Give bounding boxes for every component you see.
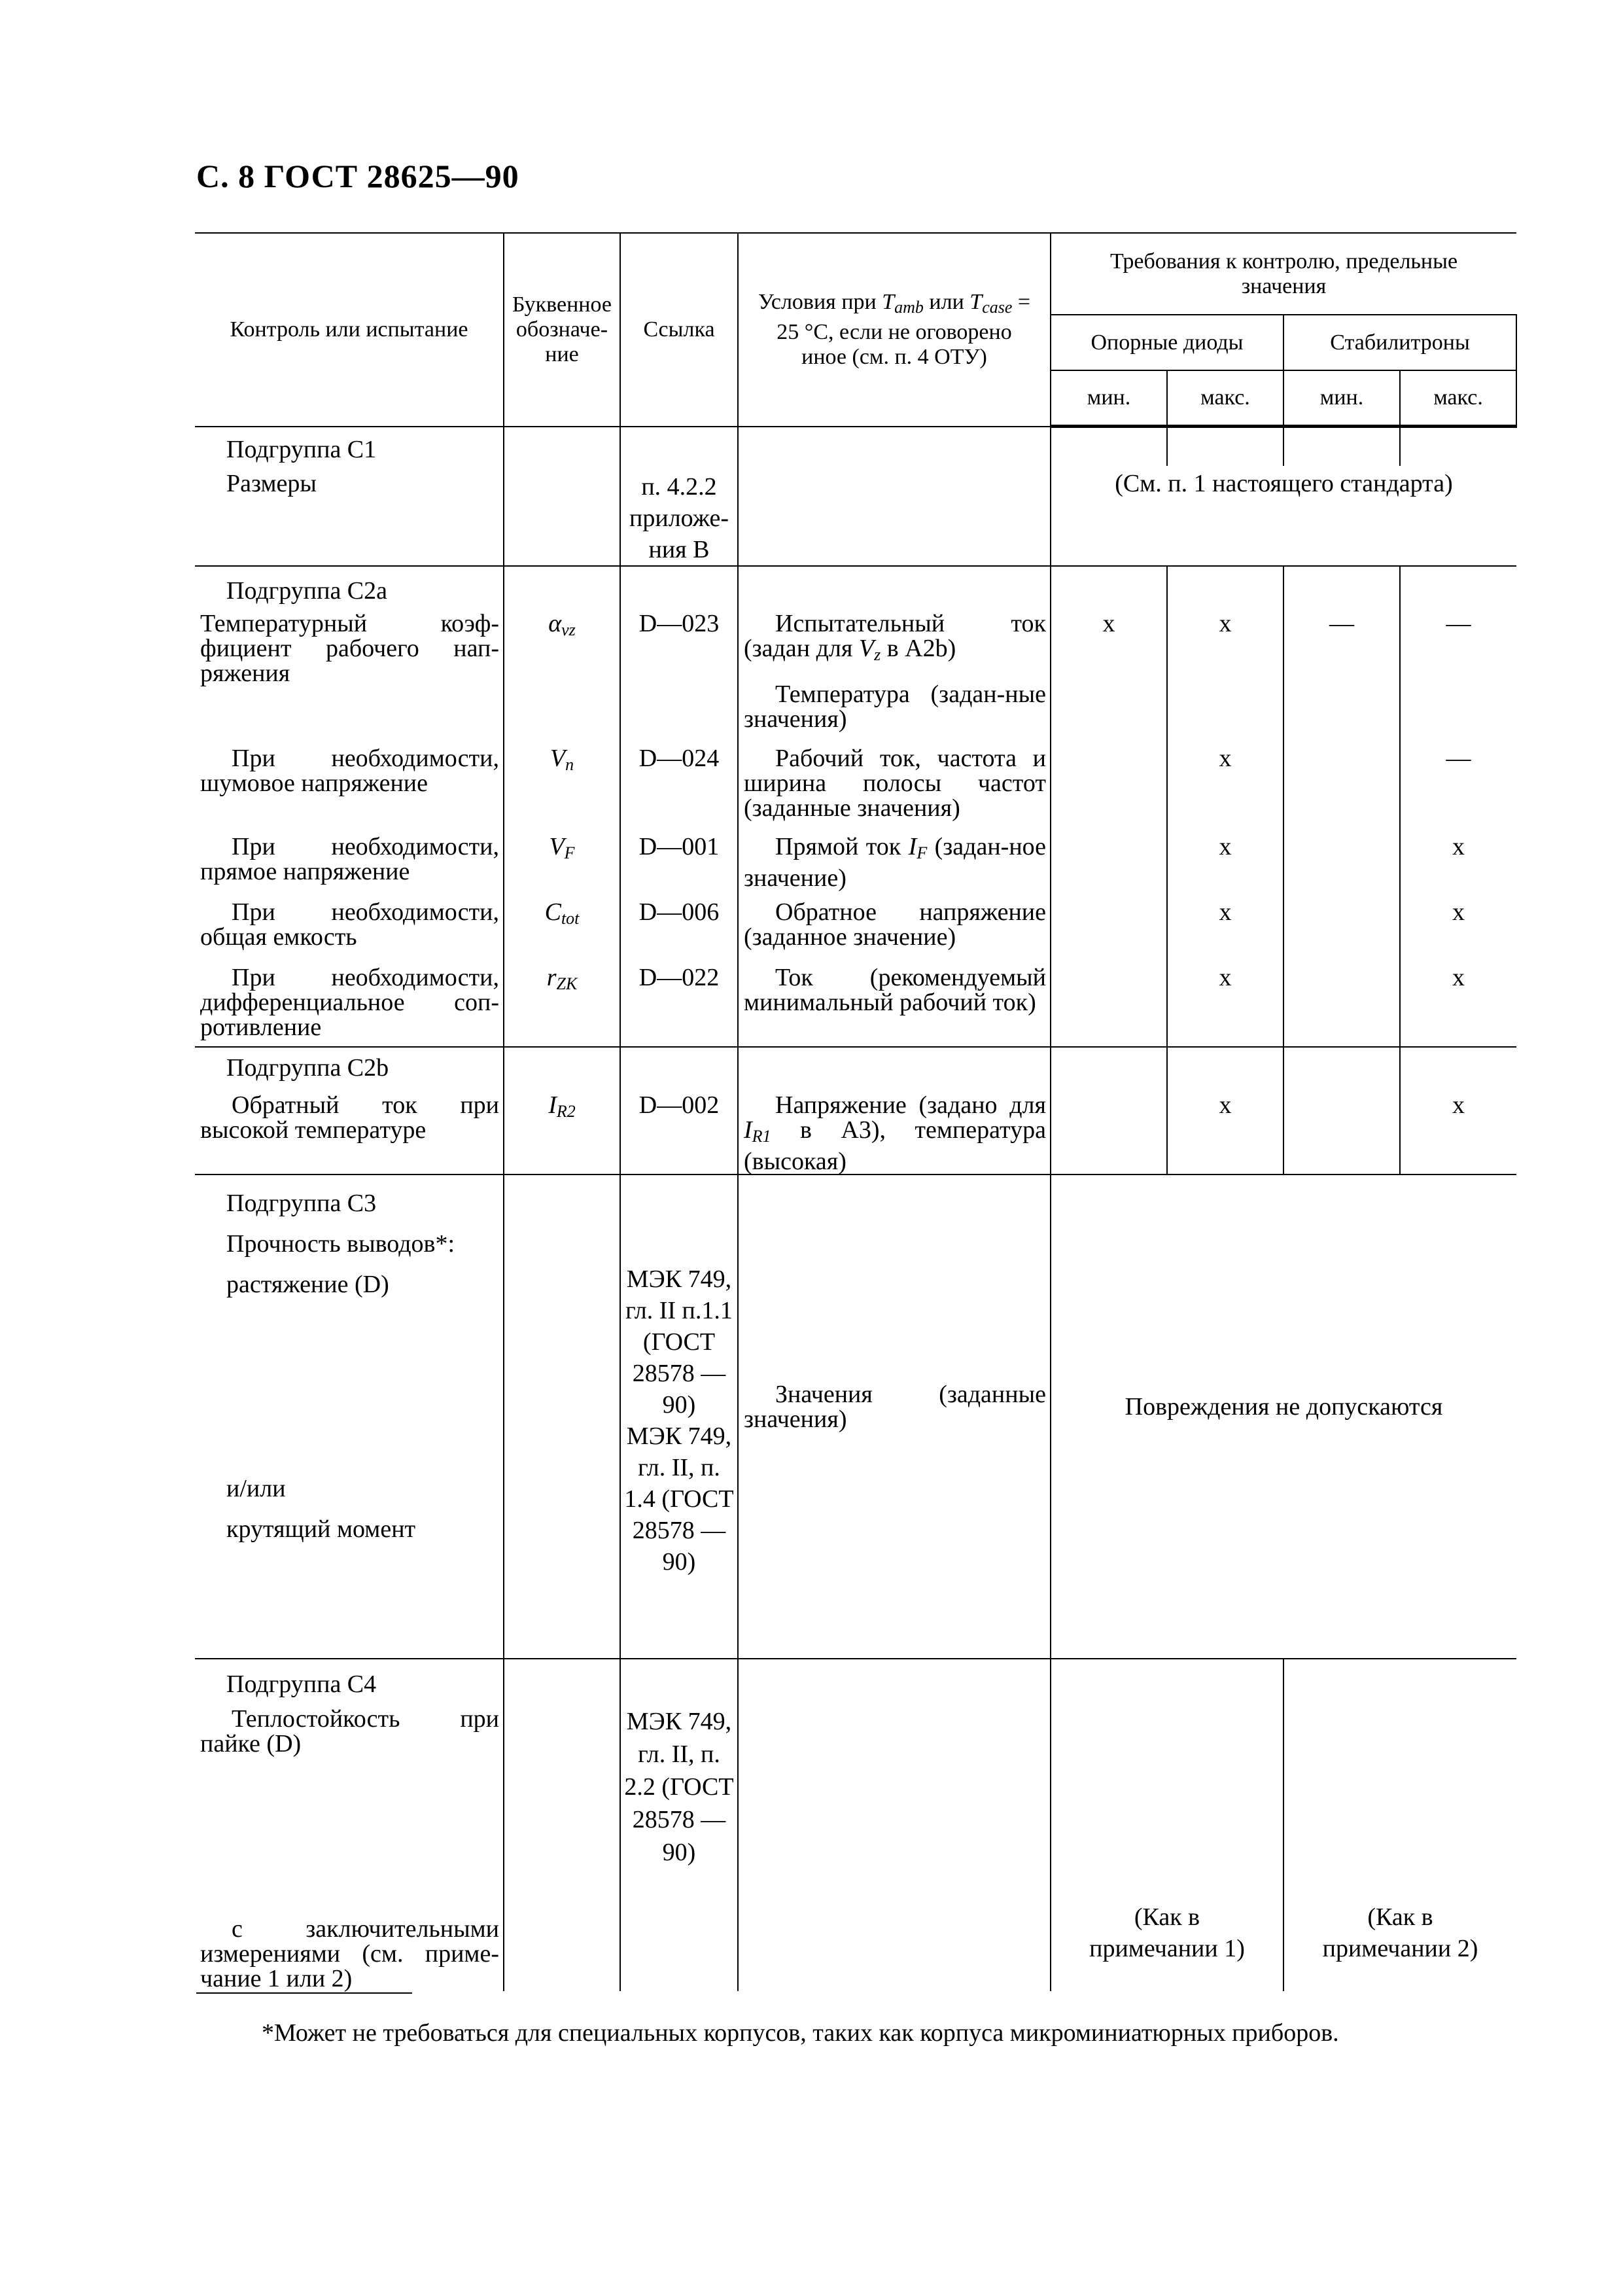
value-cell: x bbox=[1400, 1086, 1516, 1174]
requirement-text: Повреждения не допускаются bbox=[1051, 1174, 1516, 1659]
value-cell: x bbox=[1167, 746, 1283, 834]
reference: МЭК 749, гл. II п.1.1 (ГОСТ 28578 —90) МЭК 749, гл. II, п. 1.4 (ГОСТ 28578 —90) bbox=[620, 1174, 738, 1659]
value-cell: x bbox=[1051, 609, 1167, 746]
reference: D—002 bbox=[620, 1086, 738, 1174]
reference: D—024 bbox=[620, 746, 738, 834]
col-header-max: макс. bbox=[1400, 370, 1516, 427]
col-header-min: мин. bbox=[1283, 370, 1400, 427]
value-cell: x bbox=[1400, 900, 1516, 965]
subgroup-title: Подгруппа С2b bbox=[195, 1047, 504, 1086]
conditions: Значения (заданные значения) bbox=[738, 1174, 1051, 1659]
value-cell: x bbox=[1167, 609, 1283, 746]
symbol: $I_{R2}$ bbox=[504, 1086, 620, 1174]
value-cell: — bbox=[1400, 609, 1516, 746]
requirement-text: (См. п. 1 настоящего стандарта) bbox=[1051, 466, 1516, 566]
test-name: При необходимости, прямое напряжение bbox=[195, 834, 504, 900]
conditions: Ток (рекомендуемый минимальный рабочий ток) bbox=[738, 965, 1051, 1047]
symbol: $V_F$ bbox=[504, 834, 620, 900]
value-cell: x bbox=[1400, 965, 1516, 1047]
table-row bbox=[195, 566, 1516, 609]
col-header-max: макс. bbox=[1167, 370, 1283, 427]
note-reference: (Как в примечании 2) bbox=[1283, 1659, 1516, 1991]
table-row bbox=[195, 1086, 1516, 1174]
col-header-min: мин. bbox=[1051, 370, 1167, 427]
test-name: При необходимости, дифференциальное соп-ротивление bbox=[195, 965, 504, 1047]
reference: МЭК 749, гл. II, п. 2.2 (ГОСТ 28578 —90) bbox=[620, 1659, 738, 1991]
col-header-reference-diodes: Опорные диоды bbox=[1051, 315, 1283, 370]
col-header-test: Контроль или испытание bbox=[195, 233, 504, 427]
reference: п. 4.2.2 приложе-ния В bbox=[620, 466, 738, 566]
col-header-symbol: Буквенное обозначе-ние bbox=[504, 233, 620, 427]
subgroup-title: Подгруппа С2а bbox=[195, 566, 504, 609]
symbol: $r_{ZK}$ bbox=[504, 965, 620, 1047]
test-name: Подгруппа С3 Прочность выводов*: растяжение (D) и/или крутящий момент bbox=[195, 1174, 504, 1659]
symbol: $V_n$ bbox=[504, 746, 620, 834]
table-row bbox=[195, 900, 1516, 965]
col-header-zener-diodes: Стабилитроны bbox=[1283, 315, 1516, 370]
test-table bbox=[195, 232, 1516, 1991]
test-name: Подгруппа С4 Теплостойкость при пайке (D) с заключительными измерениями (см. приме-чание 1 или 2) bbox=[195, 1659, 504, 1991]
page-header: С. 8 ГОСТ 28625—90 bbox=[196, 158, 519, 194]
value-cell: — bbox=[1283, 609, 1400, 746]
test-name: Обратный ток при высокой температуре bbox=[195, 1086, 504, 1174]
test-name: При необходимости, общая емкость bbox=[195, 900, 504, 965]
footnote-divider bbox=[196, 1992, 412, 1994]
value-cell: x bbox=[1167, 1086, 1283, 1174]
reference: D—022 bbox=[620, 965, 738, 1047]
value-cell: x bbox=[1167, 834, 1283, 900]
table-row bbox=[195, 746, 1516, 834]
conditions: Обратное напряжение (заданное значение) bbox=[738, 900, 1051, 965]
test-name: Температурный коэф-фициент рабочего нап-ряжения bbox=[195, 609, 504, 746]
table-row bbox=[195, 965, 1516, 1047]
col-header-conditions: Условия при $T_{amb}$ или $T_{case} = 25$ °С, если не оговорено иное (см. п. 4 ОТУ) bbox=[738, 233, 1051, 427]
conditions: Рабочий ток, частота и ширина полосы частот (заданные значения) bbox=[738, 746, 1051, 834]
table-row bbox=[195, 1659, 1516, 1991]
value-cell: x bbox=[1167, 965, 1283, 1047]
conditions: Напряжение (задано для $I_{R1}$ в А3), температура (высокая) bbox=[738, 1086, 1051, 1174]
reference: D—001 bbox=[620, 834, 738, 900]
col-header-requirements: Требования к контролю, предельные значения bbox=[1051, 233, 1516, 315]
reference: D—006 bbox=[620, 900, 738, 965]
symbol: $\alpha_{vz}$ bbox=[504, 609, 620, 746]
conditions: Испытательный ток (задан для $V_z$ в А2b) Температура (задан-ные значения) bbox=[738, 609, 1051, 746]
symbol: $C_{tot}$ bbox=[504, 900, 620, 965]
value-cell: — bbox=[1400, 746, 1516, 834]
table-row bbox=[195, 1047, 1516, 1086]
table-row bbox=[195, 466, 1516, 566]
table-row bbox=[195, 427, 1516, 466]
conditions: Прямой ток $I_F$ (задан-ное значение) bbox=[738, 834, 1051, 900]
test-name: При необходимости, шумовое напряжение bbox=[195, 746, 504, 834]
table-row bbox=[195, 834, 1516, 900]
requirements-table bbox=[195, 232, 1517, 1991]
table-row bbox=[195, 1174, 1516, 1659]
col-header-ref: Ссылка bbox=[620, 233, 738, 427]
note-reference: (Как в примечании 1) bbox=[1051, 1659, 1283, 1991]
reference: D—023 bbox=[620, 609, 738, 746]
test-name: Размеры bbox=[195, 466, 504, 566]
footnote: *Может не требоваться для специальных корпусов, таких как корпуса микроминиатюрных приборов. bbox=[262, 2019, 1339, 2047]
value-cell: x bbox=[1167, 900, 1283, 965]
table-row bbox=[195, 609, 1516, 746]
subgroup-title: Подгруппа С1 bbox=[195, 427, 504, 466]
value-cell: x bbox=[1400, 834, 1516, 900]
